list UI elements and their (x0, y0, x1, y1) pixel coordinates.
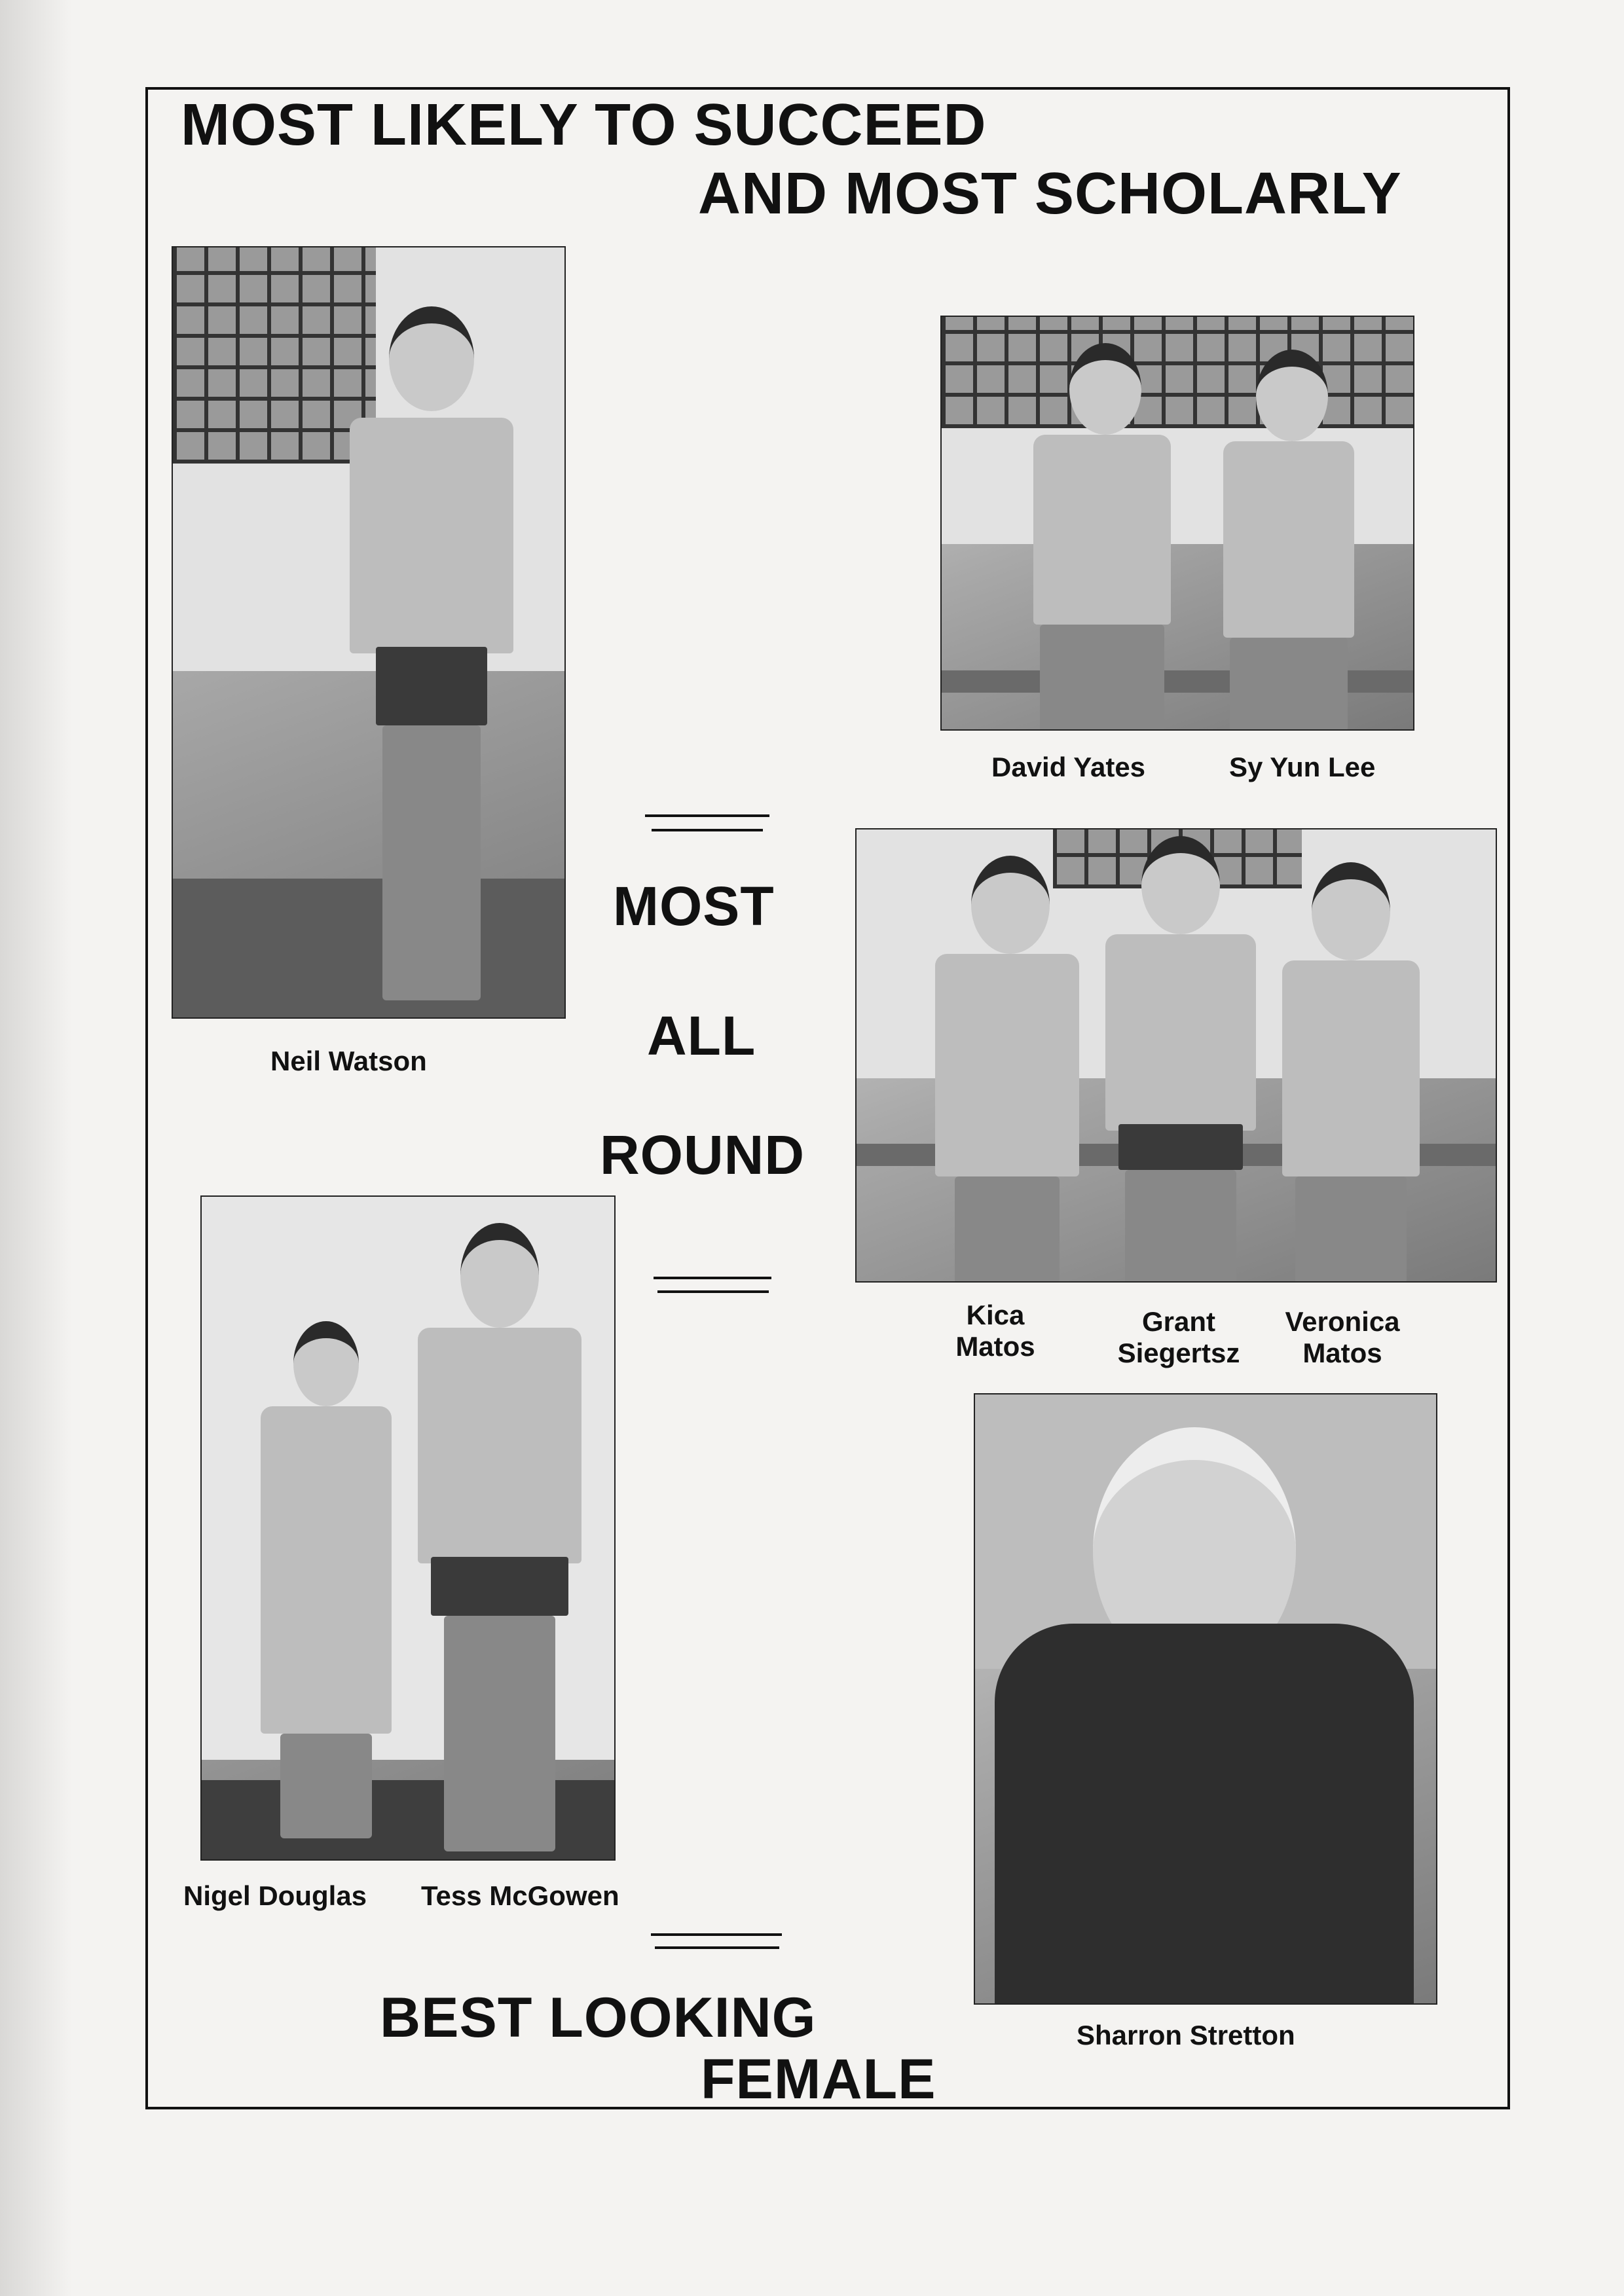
caption-kica-matos (943, 1300, 1048, 1362)
heading-most-scholarly: AND MOST SCHOLARLY (698, 161, 1402, 227)
caption-veronica-last: Matos (1302, 1338, 1382, 1368)
caption-tess-mcgowen: Tess McGowen (421, 1880, 619, 1911)
caption-sharron-stretton: Sharron Stretton (1077, 2020, 1295, 2050)
divider-best-looking-1 (651, 1933, 782, 1936)
heading-round: ROUND (600, 1124, 805, 1186)
heading-most-likely-to-succeed: MOST LIKELY TO SUCCEED (181, 92, 987, 158)
divider-bottom-line-1 (654, 1277, 771, 1279)
heading-all: ALL (647, 1005, 756, 1066)
photo-kica-grant-veronica (855, 828, 1497, 1283)
caption-neil-watson: Neil Watson (270, 1046, 427, 1076)
photo-nigel-douglas-tess-mcgowen (200, 1195, 616, 1861)
caption-sy-yun-lee: Sy Yun Lee (1229, 752, 1376, 782)
divider-bottom-line-2 (657, 1290, 769, 1293)
caption-grant-siegertsz (1107, 1306, 1251, 1369)
divider-best-looking-2 (655, 1946, 779, 1949)
caption-grant-first: Grant (1141, 1306, 1215, 1337)
heading-best-looking: BEST LOOKING (380, 1986, 817, 2049)
caption-nigel-douglas: Nigel Douglas (183, 1880, 367, 1911)
caption-kica-first: Kica (966, 1300, 1025, 1330)
page-binding-shadow (0, 0, 72, 2296)
caption-veronica-first: Veronica (1285, 1306, 1400, 1337)
photo-david-yates-sy-yun-lee (940, 316, 1414, 731)
caption-kica-last: Matos (955, 1331, 1035, 1362)
photo-sharron-stretton (974, 1393, 1437, 2005)
heading-most: MOST (613, 875, 775, 937)
heading-female: FEMALE (701, 2048, 936, 2111)
caption-grant-last: Siegertsz (1117, 1338, 1240, 1368)
divider-top-line-2 (652, 829, 763, 831)
caption-david-yates: David Yates (991, 752, 1146, 782)
caption-veronica-matos (1270, 1306, 1414, 1369)
divider-top-line-1 (645, 814, 769, 817)
photo-neil-watson (172, 246, 566, 1019)
